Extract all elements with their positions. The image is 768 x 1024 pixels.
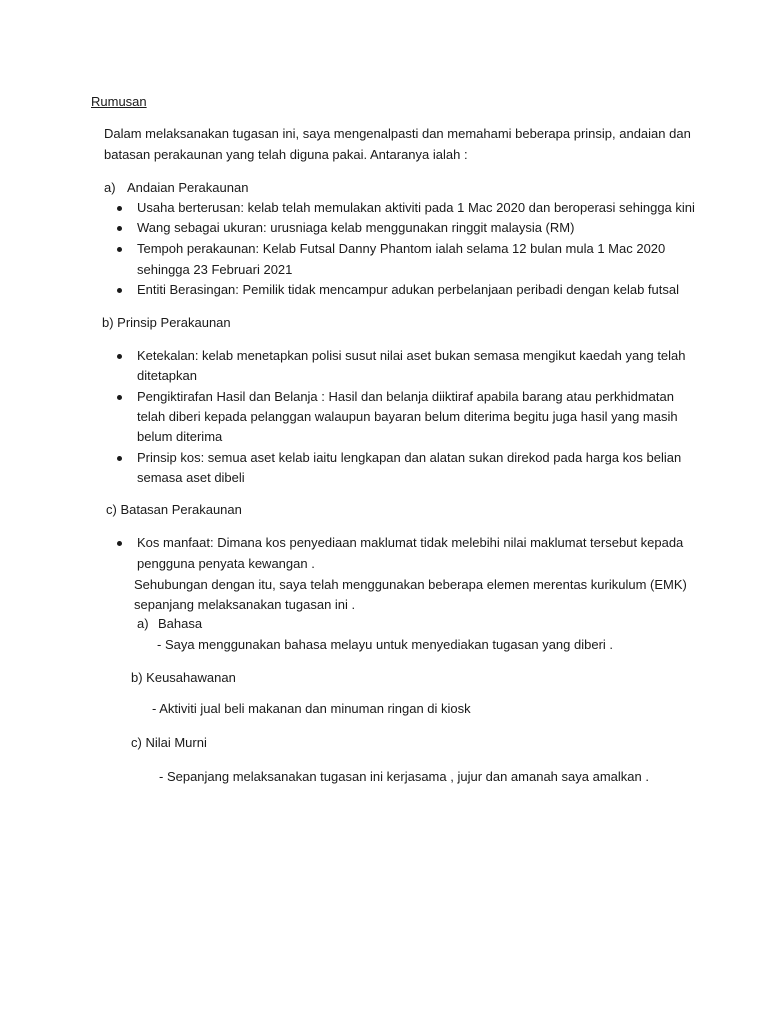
emk-paragraph-line-1: Sehubungan dengan itu, saya telah menggunakan beberapa elemen merentas kurikulum (EMK) bbox=[134, 577, 687, 592]
bullet-icon bbox=[117, 288, 122, 293]
page-title: Rumusan bbox=[91, 94, 147, 109]
section-a-heading: Andaian Perakaunan bbox=[127, 180, 249, 195]
list-item-continuation: telah diberi kepada pelanggan walaupun bayaran belum diterima begitu juga hasil yang masih bbox=[137, 409, 678, 424]
list-item: Entiti Berasingan: Pemilik tidak mencampur adukan perbelanjaan peribadi dengan kelab futsal bbox=[137, 282, 680, 297]
list-item-continuation: pengguna penyata kewangan . bbox=[137, 556, 315, 571]
emk-paragraph-line-2: sepanjang melaksanakan tugasan ini . bbox=[134, 597, 356, 612]
emk-b-text: - Aktiviti jual beli makanan dan minuman ringan di kiosk bbox=[152, 701, 471, 716]
emk-c-heading: c) Nilai Murni bbox=[131, 735, 207, 750]
bullet-icon bbox=[117, 541, 122, 546]
list-item-continuation: sehingga 23 Februari 2021 bbox=[137, 262, 293, 277]
list-item: Prinsip kos: semua aset kelab iaitu lengkapan dan alatan sukan direkod pada harga kos belian bbox=[137, 450, 682, 465]
intro-line-2: batasan perakaunan yang telah diguna pakai. Antaranya ialah : bbox=[104, 147, 468, 162]
bullet-icon bbox=[117, 247, 122, 252]
section-a-marker: a) bbox=[104, 180, 116, 195]
bullet-icon bbox=[117, 395, 122, 400]
list-item-continuation: semasa aset dibeli bbox=[137, 470, 245, 485]
bullet-icon bbox=[117, 226, 122, 231]
emk-b-heading: b) Keusahawanan bbox=[131, 670, 236, 685]
list-item: Usaha berterusan: kelab telah memulakan aktiviti pada 1 Mac 2020 dan beroperasi sehingga kini bbox=[137, 200, 695, 215]
emk-a-heading: Bahasa bbox=[158, 616, 203, 631]
list-item: Kos manfaat: Dimana kos penyediaan maklumat tidak melebihi nilai maklumat tersebut kepada bbox=[137, 535, 684, 550]
section-b-heading: b) Prinsip Perakaunan bbox=[102, 315, 231, 330]
list-item: Tempoh perakaunan: Kelab Futsal Danny Phantom ialah selama 12 bulan mula 1 Mac 2020 bbox=[137, 241, 666, 256]
emk-c-text: - Sepanjang melaksanakan tugasan ini kerjasama , jujur dan amanah saya amalkan . bbox=[159, 769, 649, 784]
list-item: Ketekalan: kelab menetapkan polisi susut nilai aset bukan semasa mengikut kaedah yang telah bbox=[137, 348, 686, 363]
section-c-heading: c) Batasan Perakaunan bbox=[106, 502, 242, 517]
list-item-continuation: belum diterima bbox=[137, 429, 223, 444]
intro-line-1: Dalam melaksanakan tugasan ini, saya mengenalpasti dan memahami beberapa prinsip, andaian dan bbox=[104, 126, 691, 141]
list-item-continuation: ditetapkan bbox=[137, 368, 197, 383]
emk-a-text: - Saya menggunakan bahasa melayu untuk menyediakan tugasan yang diberi . bbox=[157, 637, 614, 652]
list-item: Pengiktirafan Hasil dan Belanja : Hasil dan belanja diiktiraf apabila barang atau perkhidmatan bbox=[137, 389, 674, 404]
emk-a-marker: a) bbox=[137, 616, 149, 631]
list-item: Wang sebagai ukuran: urusniaga kelab menggunakan ringgit malaysia (RM) bbox=[137, 220, 575, 235]
bullet-icon bbox=[117, 456, 122, 461]
bullet-icon bbox=[117, 206, 122, 211]
bullet-icon bbox=[117, 354, 122, 359]
